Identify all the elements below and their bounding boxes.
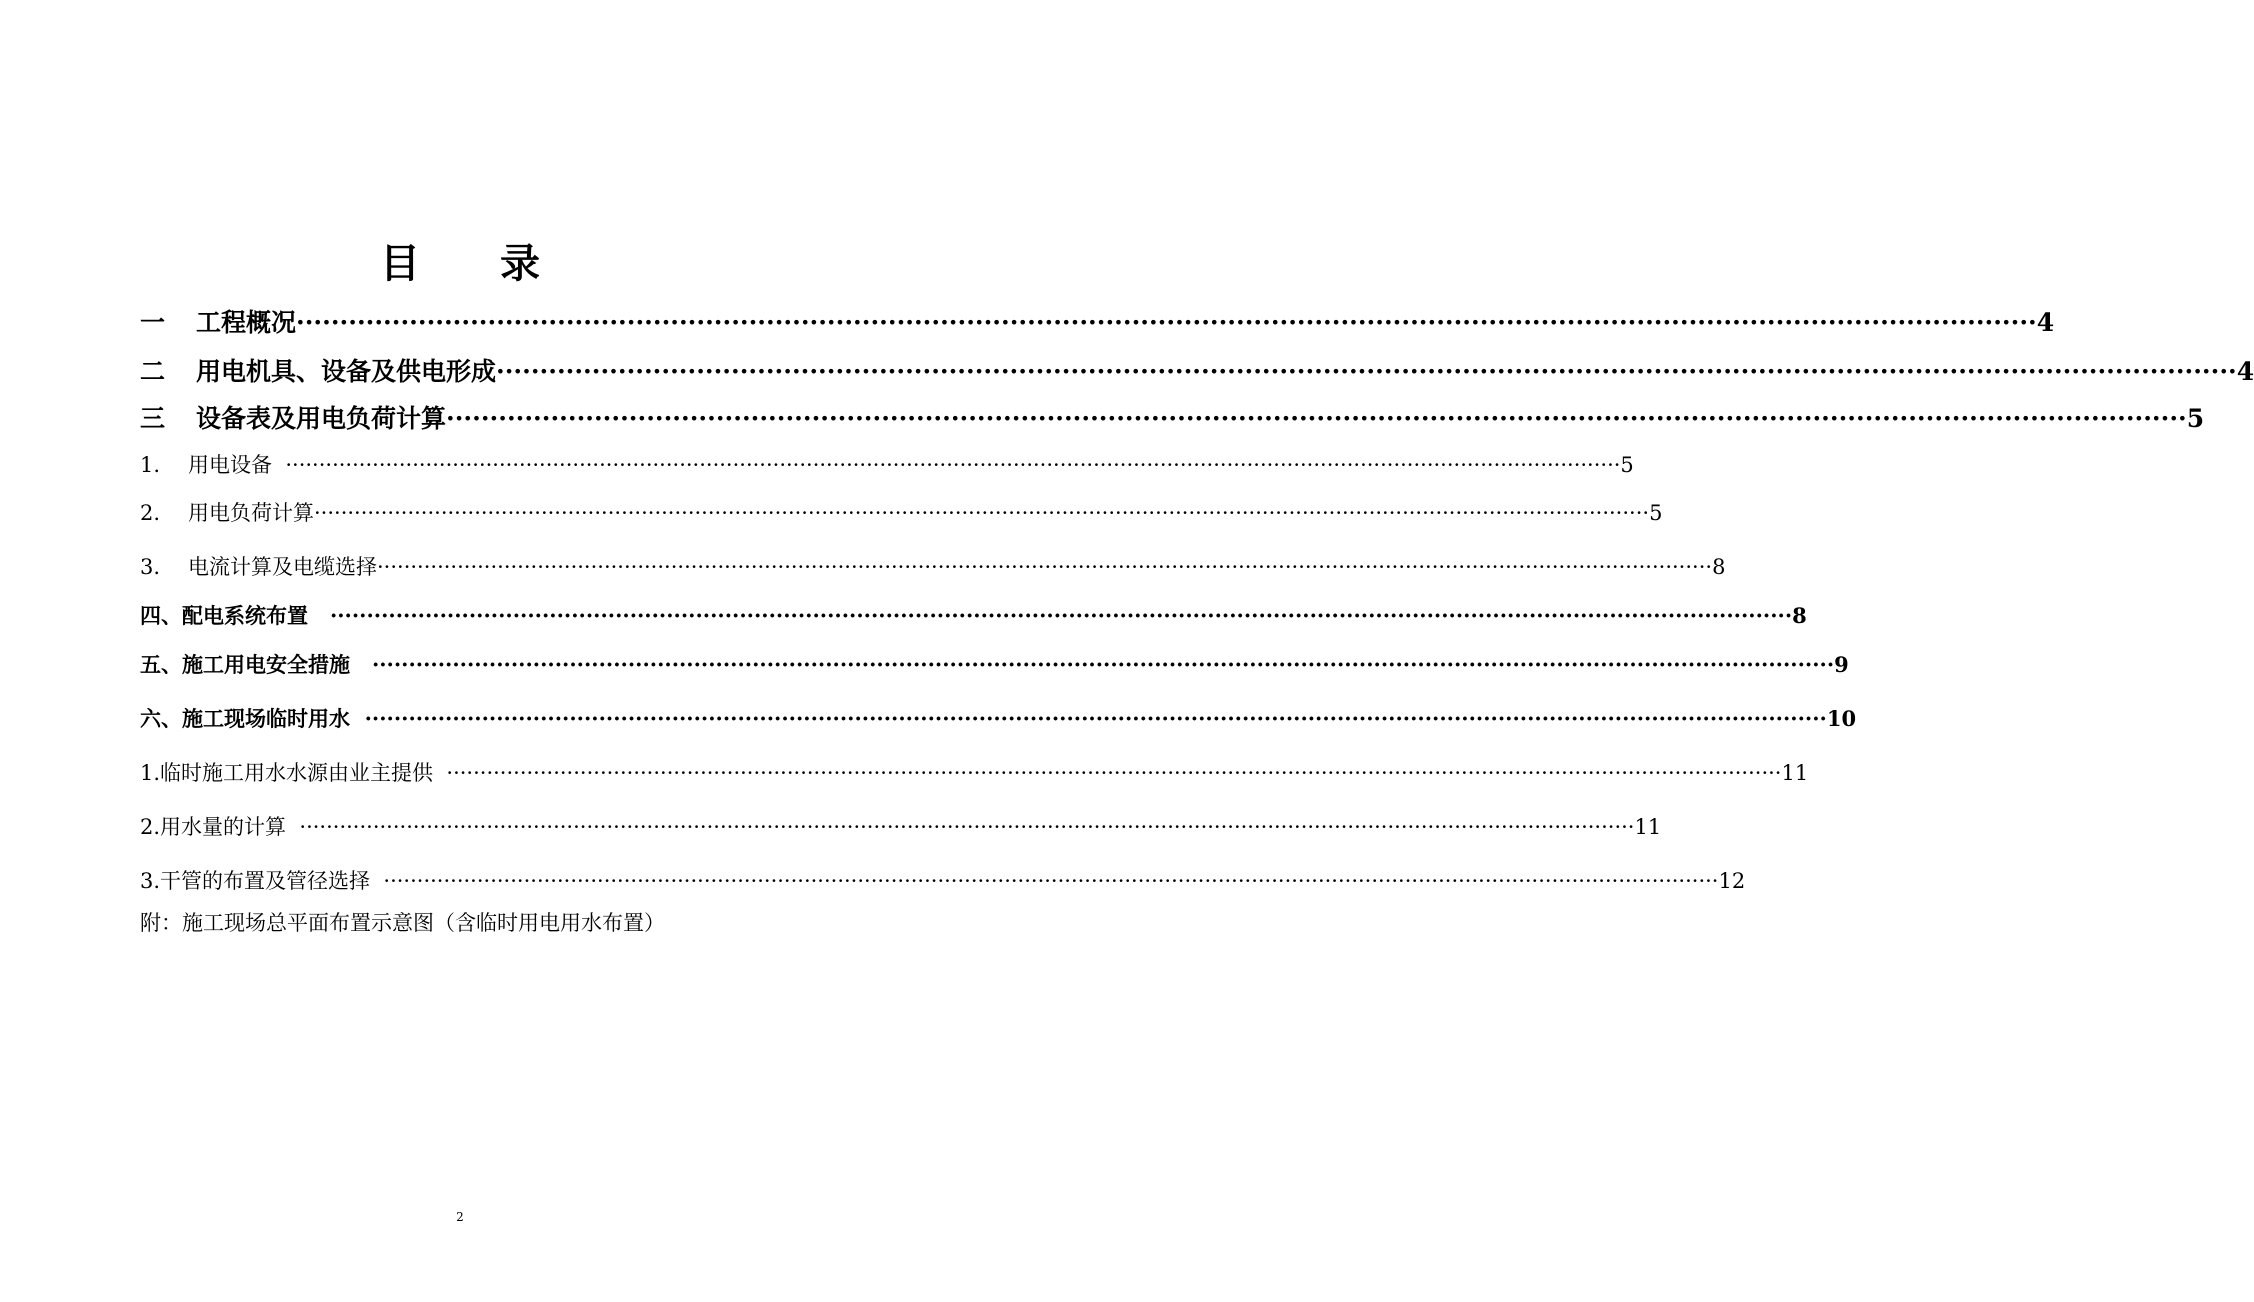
toc-entry-page: 11 [1781,761,1809,785]
toc-entry-number: 1. [140,453,161,477]
toc-entry-label: 3.干管的布置及管径选择 [140,869,371,893]
toc-entry-label: 1.临时施工用水水源由业主提供 [140,761,434,785]
toc-entry-page: 12 [1718,869,1746,893]
toc-entry-label: 四、配电系统布置 [140,603,308,628]
toc-entry-6-3[interactable] [140,865,1746,895]
toc-entry-page: 8 [1792,603,1807,628]
toc-entry-3-3[interactable] [140,551,1726,581]
toc-entry-page: 5 [1649,501,1663,525]
toc-entry-label: 2.用水量的计算 [140,815,287,839]
toc-entry-label: 用电设备 [188,453,272,477]
dot-leader: ········································································································································································································ [371,652,1835,677]
toc-entry-4[interactable] [140,600,1807,630]
toc-entry-label: 工程概况 [196,308,297,337]
toc-entry-label: 用电负荷计算 [188,501,314,525]
toc-title-char-2: 录 [500,240,540,287]
dot-leader: ········································································································································································································ [377,555,1713,579]
toc-entry-label: 电流计算及电缆选择 [188,555,377,579]
toc-entry-page: 5 [1620,453,1634,477]
toc-title [0,232,920,289]
toc-entry-label: 用电机具、设备及供电形成 [196,357,497,386]
toc-entry-page: 11 [1634,815,1662,839]
dot-leader: ········································································································································································································ [314,501,1650,525]
dot-leader: ········································································································································································································ [496,357,2237,386]
toc-entry-3-1[interactable] [140,449,1634,479]
toc-entry-page: 8 [1712,555,1726,579]
toc-entry-1[interactable] [140,303,2055,339]
dot-leader: ········································································································································································································ [446,761,1782,785]
dot-leader: ········································································································································································································ [364,706,1827,731]
toc-entry-5[interactable] [140,649,1849,679]
toc-entry-number: 一 [140,308,166,337]
dot-leader: ········································································································································································································ [296,308,2037,337]
toc-title-char-1: 目 [380,240,420,287]
toc-entry-2[interactable] [140,352,2254,388]
dot-leader: ········································································································································································································ [446,404,2187,433]
toc-entry-3[interactable] [140,399,2205,435]
toc-entry-page: 4 [2236,357,2254,386]
toc-entry-page: 10 [1826,706,1857,731]
toc-entry-page: 9 [1834,652,1849,677]
dot-leader: ········································································································································································································ [383,869,1719,893]
dot-leader: ········································································································································································································ [285,453,1621,477]
toc-entry-label: 五、施工用电安全措施 [140,652,350,677]
dot-leader: ········································································································································································································ [329,603,1793,628]
toc-entry-3-2[interactable] [140,497,1663,527]
appendix-note: 附：施工现场总平面布置示意图（含临时用电用水布置） [140,911,665,935]
toc-entry-number: 二 [140,357,166,386]
toc-entry-6-2[interactable] [140,811,1662,841]
page-number: 2 [456,1210,464,1224]
toc-entry-6[interactable] [140,703,1857,733]
toc-entry-number: 2. [140,501,161,525]
toc-entry-page: 5 [2186,404,2205,433]
toc-entry-number: 3. [140,555,161,579]
toc-entry-6-1[interactable] [140,757,1809,787]
toc-entry-number: 三 [140,404,166,433]
toc-entry-page: 4 [2036,308,2055,337]
dot-leader: ········································································································································································································ [299,815,1635,839]
toc-entry-label: 六、施工现场临时用水 [140,706,350,731]
toc-entry-label: 设备表及用电负荷计算 [196,404,447,433]
